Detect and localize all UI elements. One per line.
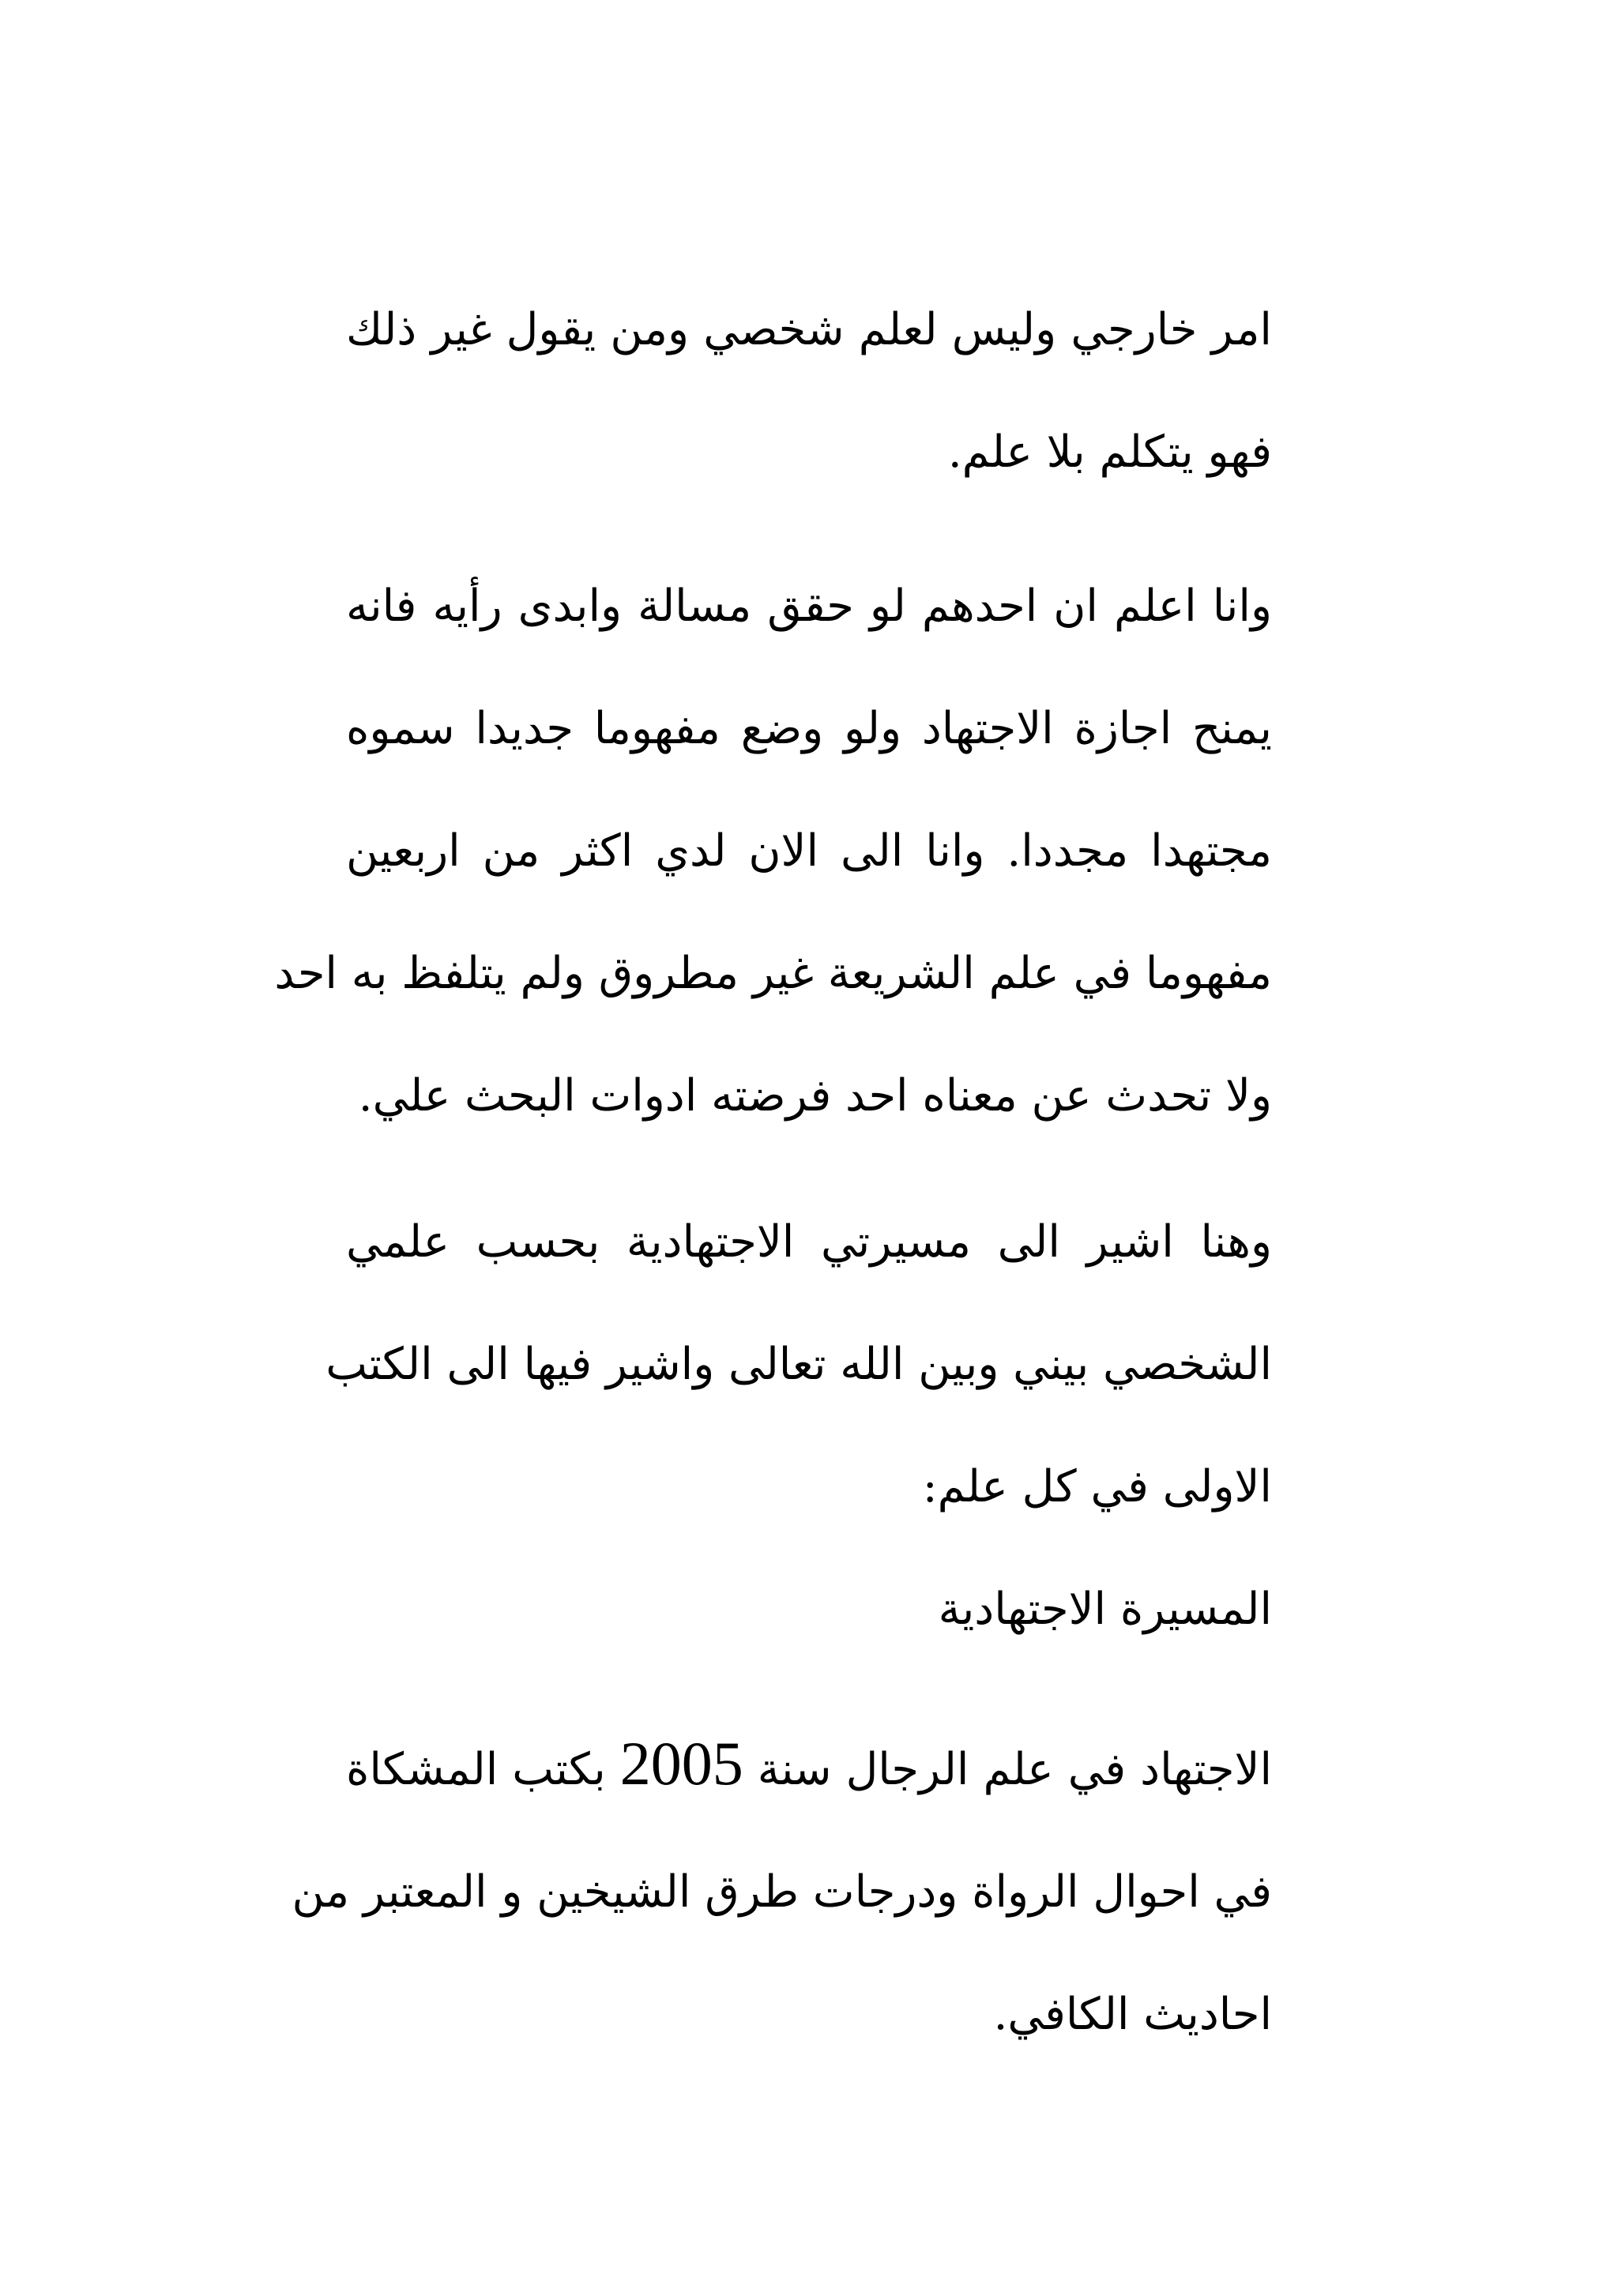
text-line: وانا اعلم ان احدهم لو حقق مسالة وابدى رأيه فانه (346, 581, 1272, 632)
text-line: يمنح اجازة الاجتهاد ولو وضع مفهوما جديدا سموه (346, 703, 1272, 754)
text-line: ولا تحدث عن معناه احد فرضته ادوات البحث علي. (358, 1070, 1272, 1122)
page-content (274, 269, 1273, 2076)
text-line: مفهوما في علم الشريعة غير مطروق ولم يتلفظ به احد (274, 948, 1272, 999)
text-line: فهو يتكلم بلا علم. (947, 427, 1272, 478)
paragraph-2 (274, 545, 1272, 1157)
text-line: احاديث الكافي. (993, 1989, 1272, 2040)
section-heading: المسيرة الاجتهادية (938, 1584, 1272, 1635)
line-segment: الاجتهاد في علم الرجال سنة (743, 1744, 1273, 1795)
line-segment: بكتب المشكاة (346, 1744, 620, 1795)
paragraph-3 (325, 1181, 1272, 1548)
text-line: وهنا اشير الى مسيرتي الاجتهادية بحسب علمي (346, 1216, 1272, 1268)
text-line: الشخصي بيني وبين الله تعالى واشير فيها الى الكتب (325, 1339, 1272, 1390)
text-line: امر خارجي وليس لعلم شخصي ومن يقول غير ذلك (346, 304, 1272, 355)
text-line: مجتهدا مجددا. وانا الى الان لدي اكثر من اربعين (346, 825, 1272, 877)
year-number: 2005 (619, 1729, 743, 1798)
text-line (346, 1702, 1272, 1831)
paragraph-1 (346, 269, 1272, 513)
text-line: الاولى في كل علم: (922, 1461, 1272, 1513)
paragraph-4 (292, 1702, 1273, 2076)
text-line: في احوال الرواة ودرجات طرق الشيخين و المعتبر من (292, 1866, 1272, 1918)
